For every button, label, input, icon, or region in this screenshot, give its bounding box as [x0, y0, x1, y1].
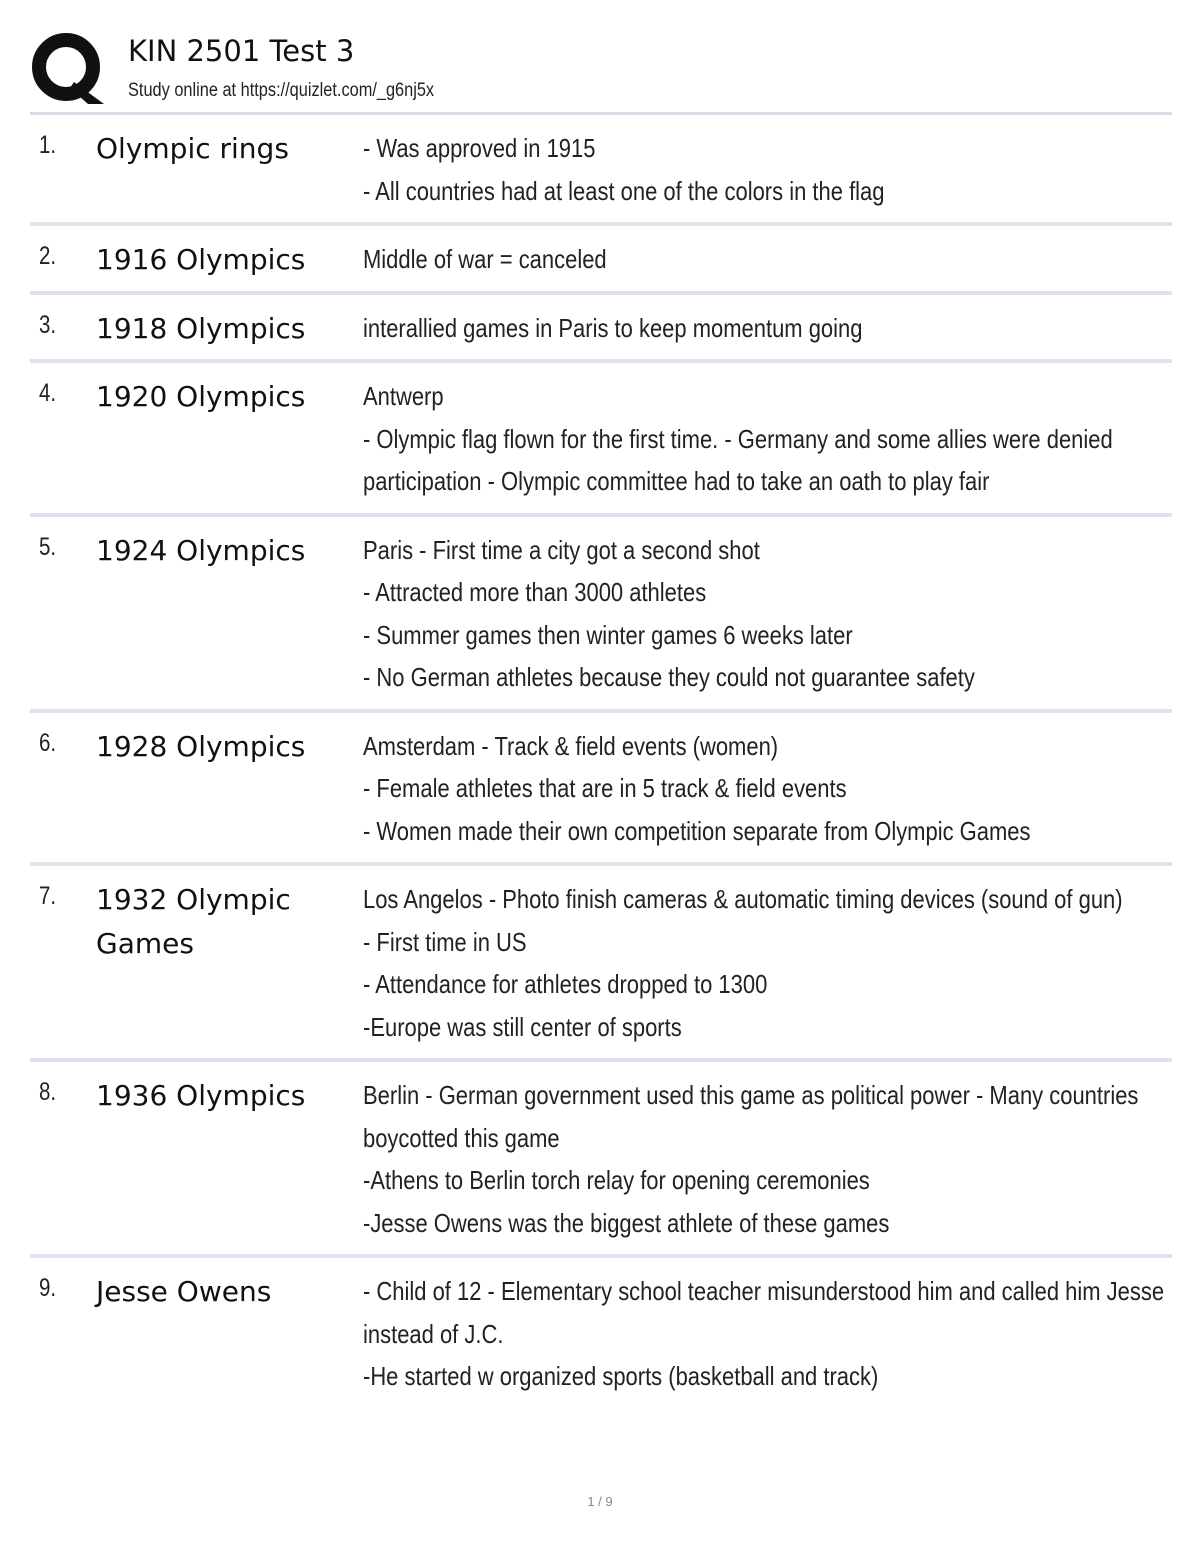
definition-line: Antwerp	[363, 381, 444, 411]
card-term: Olympic rings	[96, 132, 289, 165]
card-term: 1916 Olympics	[96, 243, 306, 276]
definition-line: - Olympic flag flown for the first time. - Germany and some allies were denied	[363, 423, 1113, 454]
card-term: 1936 Olympics	[96, 1079, 306, 1112]
definition-line: -Athens to Berlin torch relay for opening ceremonies	[363, 1165, 870, 1195]
flashcard-row	[30, 115, 1172, 226]
card-definition	[363, 363, 1174, 513]
definition-line: - Women made their own competition separate from Olympic Games	[363, 815, 1031, 846]
flashcard-row	[30, 866, 1172, 1062]
page-number: 1 / 9	[587, 1494, 613, 1509]
card-number: 1.	[39, 131, 57, 159]
definition-line: - Female athletes that are in 5 track & field events	[363, 773, 847, 803]
definition-line: -He started w organized sports (basketball and track)	[363, 1361, 879, 1391]
card-number: 3.	[39, 310, 57, 339]
definition-line: - Child of 12 - Elementary school teacher misunderstood him and called him Jesse	[363, 1276, 1165, 1306]
definition-line: - No German athletes because they could not guarantee safety	[363, 662, 975, 692]
card-definition	[363, 1258, 1174, 1408]
document-title: KIN 2501 Test 3	[128, 34, 355, 68]
card-term: 1924 Olympics	[96, 533, 306, 567]
document-header	[30, 28, 1172, 112]
definition-line: Paris - First time a city got a second shot	[363, 534, 760, 565]
flashcard-list	[30, 115, 1172, 1408]
definition-line: - Summer games then winter games 6 weeks later	[363, 619, 853, 650]
card-term: 1932 Olympic Games	[96, 883, 291, 960]
card-definition	[363, 295, 1174, 360]
definition-line: -Jesse Owens was the biggest athlete of these games	[363, 1207, 890, 1238]
card-number: 9.	[39, 1274, 57, 1302]
card-definition	[363, 713, 1174, 863]
flashcard-row	[30, 363, 1172, 517]
quizlet-q-logo-icon	[30, 30, 106, 106]
card-number: 5.	[39, 532, 57, 561]
card-definition	[363, 226, 1174, 291]
card-term: 1920 Olympics	[96, 380, 306, 413]
definition-line: Middle of war = canceled	[363, 244, 607, 274]
flashcard-row	[30, 295, 1172, 364]
flashcard-row	[30, 713, 1172, 867]
definition-line: interallied games in Paris to keep momentum going	[363, 312, 863, 343]
card-number: 6.	[39, 728, 57, 757]
study-online-link[interactable]: Study online at https://quizlet.com/_g6nj5x	[128, 80, 435, 101]
card-number: 2.	[39, 242, 57, 270]
card-term: 1928 Olympics	[96, 729, 306, 763]
card-definition	[363, 866, 1174, 1058]
flashcard-row	[30, 1062, 1172, 1258]
card-definition	[363, 115, 1174, 222]
definition-line: participation - Olympic committee had to take an oath to play fair	[363, 466, 990, 496]
definition-line: - First time in US	[363, 926, 527, 957]
definition-line: - Attracted more than 3000 athletes	[363, 577, 707, 607]
card-number: 8.	[39, 1078, 57, 1106]
definition-line: - Attendance for athletes dropped to 1300	[363, 969, 768, 999]
card-definition	[363, 1062, 1174, 1254]
card-number: 7.	[39, 882, 57, 910]
card-definition	[363, 517, 1174, 709]
definition-line: instead of J.C.	[363, 1318, 504, 1349]
flashcard-row	[30, 517, 1172, 713]
card-term: 1918 Olympics	[96, 311, 306, 345]
definition-line: Amsterdam - Track & field events (women)	[363, 730, 779, 761]
card-number: 4.	[39, 379, 57, 407]
definition-line: -Europe was still center of sports	[363, 1011, 682, 1042]
definition-line: - Was approved in 1915	[363, 133, 596, 163]
definition-line: Berlin - German government used this game as political power - Many countries	[363, 1080, 1139, 1110]
flashcard-row	[30, 226, 1172, 295]
flashcard-row	[30, 1258, 1172, 1408]
card-term: Jesse Owens	[96, 1275, 272, 1308]
definition-line: Los Angelos - Photo finish cameras & automatic timing devices (sound of gun)	[363, 884, 1123, 914]
definition-line: boycotted this game	[363, 1122, 560, 1153]
definition-line: - All countries had at least one of the colors in the flag	[363, 175, 885, 206]
